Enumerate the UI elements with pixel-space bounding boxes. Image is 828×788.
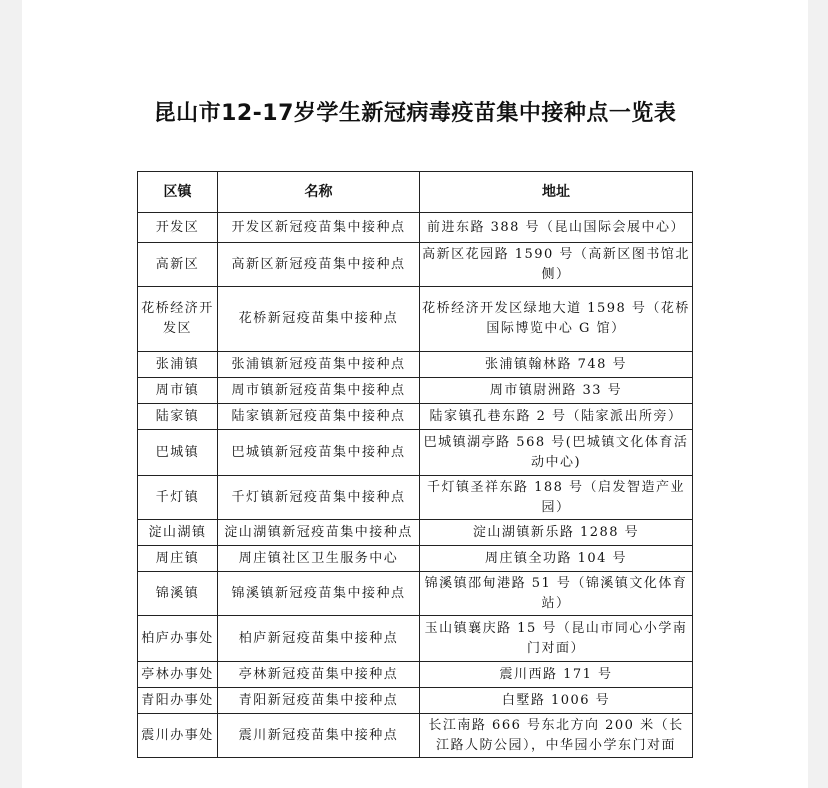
address-cell: 巴城镇湖亭路 568 号(巴城镇文化体育活动中心) xyxy=(420,430,693,476)
address-cell: 千灯镇圣祥东路 188 号（启发智造产业园） xyxy=(420,476,693,520)
table-row xyxy=(138,546,693,572)
address-cell: 锦溪镇邵甸港路 51 号（锦溪镇文化体育站） xyxy=(420,572,693,616)
district-cell: 花桥经济开发区 xyxy=(138,287,218,352)
table-row xyxy=(138,476,693,520)
site-name-cell: 柏庐新冠疫苗集中接种点 xyxy=(218,616,420,662)
column-header-name: 名称 xyxy=(218,172,420,213)
site-name-cell: 花桥新冠疫苗集中接种点 xyxy=(218,287,420,352)
district-cell: 淀山湖镇 xyxy=(138,520,218,546)
site-name-cell: 张浦镇新冠疫苗集中接种点 xyxy=(218,352,420,378)
address-cell: 前进东路 388 号（昆山国际会展中心） xyxy=(420,213,693,243)
site-name-cell: 锦溪镇新冠疫苗集中接种点 xyxy=(218,572,420,616)
site-name-cell: 开发区新冠疫苗集中接种点 xyxy=(218,213,420,243)
district-cell: 锦溪镇 xyxy=(138,572,218,616)
district-cell: 开发区 xyxy=(138,213,218,243)
table-row xyxy=(138,688,693,714)
column-header-address: 地址 xyxy=(420,172,693,213)
district-cell: 周庄镇 xyxy=(138,546,218,572)
table-row xyxy=(138,430,693,476)
address-cell: 高新区花园路 1590 号（高新区图书馆北侧） xyxy=(420,243,693,287)
site-name-cell: 震川新冠疫苗集中接种点 xyxy=(218,714,420,758)
site-name-cell: 青阳新冠疫苗集中接种点 xyxy=(218,688,420,714)
district-cell: 张浦镇 xyxy=(138,352,218,378)
site-name-cell: 周庄镇社区卫生服务中心 xyxy=(218,546,420,572)
district-cell: 千灯镇 xyxy=(138,476,218,520)
table-row xyxy=(138,352,693,378)
district-cell: 巴城镇 xyxy=(138,430,218,476)
address-cell: 玉山镇襄庆路 15 号（昆山市同心小学南门对面） xyxy=(420,616,693,662)
document-page xyxy=(22,0,808,788)
table-row xyxy=(138,243,693,287)
table-row xyxy=(138,714,693,758)
table-row xyxy=(138,378,693,404)
district-cell: 青阳办事处 xyxy=(138,688,218,714)
site-name-cell: 亭林新冠疫苗集中接种点 xyxy=(218,662,420,688)
site-name-cell: 千灯镇新冠疫苗集中接种点 xyxy=(218,476,420,520)
address-cell: 周市镇尉洲路 33 号 xyxy=(420,378,693,404)
district-cell: 亭林办事处 xyxy=(138,662,218,688)
district-cell: 周市镇 xyxy=(138,378,218,404)
table-row xyxy=(138,662,693,688)
address-cell: 淀山湖镇新乐路 1288 号 xyxy=(420,520,693,546)
table-row xyxy=(138,520,693,546)
table-row xyxy=(138,616,693,662)
address-cell: 周庄镇全功路 104 号 xyxy=(420,546,693,572)
site-name-cell: 高新区新冠疫苗集中接种点 xyxy=(218,243,420,287)
column-header-district: 区镇 xyxy=(138,172,218,213)
table-row xyxy=(138,404,693,430)
address-cell: 张浦镇翰林路 748 号 xyxy=(420,352,693,378)
site-name-cell: 巴城镇新冠疫苗集中接种点 xyxy=(218,430,420,476)
district-cell: 高新区 xyxy=(138,243,218,287)
table-row xyxy=(138,287,693,352)
site-name-cell: 陆家镇新冠疫苗集中接种点 xyxy=(218,404,420,430)
site-name-cell: 周市镇新冠疫苗集中接种点 xyxy=(218,378,420,404)
address-cell: 震川西路 171 号 xyxy=(420,662,693,688)
district-cell: 柏庐办事处 xyxy=(138,616,218,662)
table-row xyxy=(138,572,693,616)
address-cell: 花桥经济开发区绿地大道 1598 号（花桥国际博览中心 G 馆） xyxy=(420,287,693,352)
district-cell: 震川办事处 xyxy=(138,714,218,758)
address-cell: 长江南路 666 号东北方向 200 米（长江路人防公园），中华园小学东门对面 xyxy=(420,714,693,758)
page-title: 昆山市12-17岁学生新冠病毒疫苗集中接种点一览表 xyxy=(153,101,677,126)
table-row xyxy=(138,213,693,243)
site-name-cell: 淀山湖镇新冠疫苗集中接种点 xyxy=(218,520,420,546)
address-cell: 陆家镇孔巷东路 2 号（陆家派出所旁） xyxy=(420,404,693,430)
vaccination-sites-table xyxy=(137,171,693,758)
table-header-row xyxy=(138,172,693,213)
district-cell: 陆家镇 xyxy=(138,404,218,430)
address-cell: 白墅路 1006 号 xyxy=(420,688,693,714)
